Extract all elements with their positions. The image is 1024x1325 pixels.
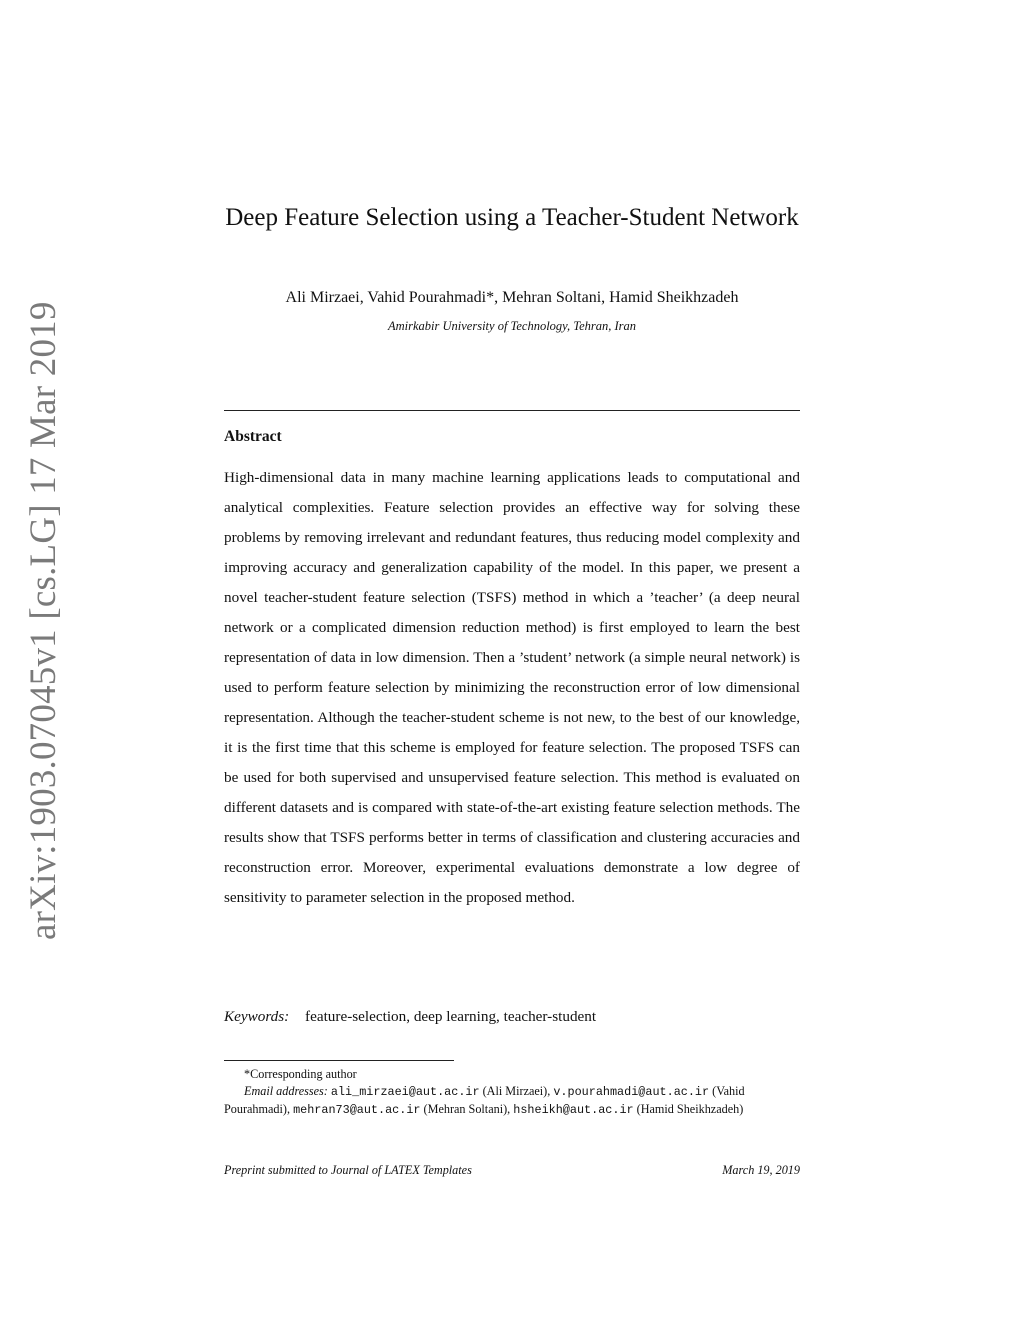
footer-journal: Preprint submitted to Journal of LATEX Templates bbox=[224, 1163, 472, 1177]
email-addresses bbox=[224, 1083, 800, 1119]
affiliation: Amirkabir University of Technology, Tehran, Iran bbox=[387, 319, 637, 333]
email-owner-2: (Vahid Pourahmadi), bbox=[224, 1084, 745, 1116]
email-label: Email addresses: bbox=[244, 1084, 328, 1098]
email-link-1[interactable]: ali_mirzaei@aut.ac.ir bbox=[330, 1085, 480, 1099]
abstract-top-rule bbox=[224, 410, 800, 411]
author-list: Ali Mirzaei, Vahid Pourahmadi*, Mehran Soltani, Hamid Sheikhzadeh bbox=[285, 289, 739, 306]
email-owner-3: (Mehran Soltani), bbox=[423, 1102, 511, 1116]
corresponding-author-note: *Corresponding author bbox=[244, 1067, 357, 1081]
email-link-4[interactable]: hsheikh@aut.ac.ir bbox=[513, 1103, 634, 1117]
footnote bbox=[224, 1066, 800, 1119]
keywords-text: feature-selection, deep learning, teacher-student bbox=[305, 1008, 597, 1025]
keywords bbox=[224, 1008, 800, 1026]
email-owner-1: (Ali Mirzaei), bbox=[482, 1084, 551, 1098]
footer-date: March 19, 2019 bbox=[722, 1163, 800, 1177]
abstract-heading: Abstract bbox=[224, 428, 282, 445]
footnote-rule bbox=[224, 1060, 454, 1061]
email-link-2[interactable]: v.pourahmadi@aut.ac.ir bbox=[553, 1085, 710, 1099]
abstract-body: High-dimensional data in many machine learning applications leads to computational and analytical complexities. Feature selection provides an effective way for solving these problems by removing irrelevant and redundant features, thus reducing model complexity and improving accuracy and generalization capability of the model. In this paper, we present a novel teacher-student feature selection (TSFS) method in which a ’teacher’ (a deep neural network or a complicated dimension reduction method) is first employed to learn the best representation of data in low dimension. Then a ’student’ network (a simple neural network) is used to perform feature selection by minimizing the reconstruction error of low dimensional representation. Although the teacher-student scheme is not new, to the best of our knowledge, it is the first time that this scheme is employed for feature selection. The proposed TSFS can be used for both supervised and unsupervised feature selection. This method is evaluated on different datasets and is compared with state-of-the-art existing feature selection methods. The results show that TSFS performs better in terms of classification and clustering accuracies and reconstruction error. Moreover, experimental evaluations demonstrate a low degree of sensitivity to parameter selection in the proposed method. bbox=[224, 469, 800, 906]
arxiv-identifier-stamp: arXiv:1903.07045v1 [cs.LG] 17 Mar 2019 bbox=[23, 301, 64, 940]
paper-title: Deep Feature Selection using a Teacher-Student Network bbox=[225, 204, 799, 231]
email-link-3[interactable]: mehran73@aut.ac.ir bbox=[293, 1103, 421, 1117]
page-footer bbox=[224, 1163, 800, 1178]
email-owner-4: (Hamid Sheikhzadeh) bbox=[636, 1102, 744, 1116]
keywords-label: Keywords: bbox=[224, 1008, 290, 1025]
